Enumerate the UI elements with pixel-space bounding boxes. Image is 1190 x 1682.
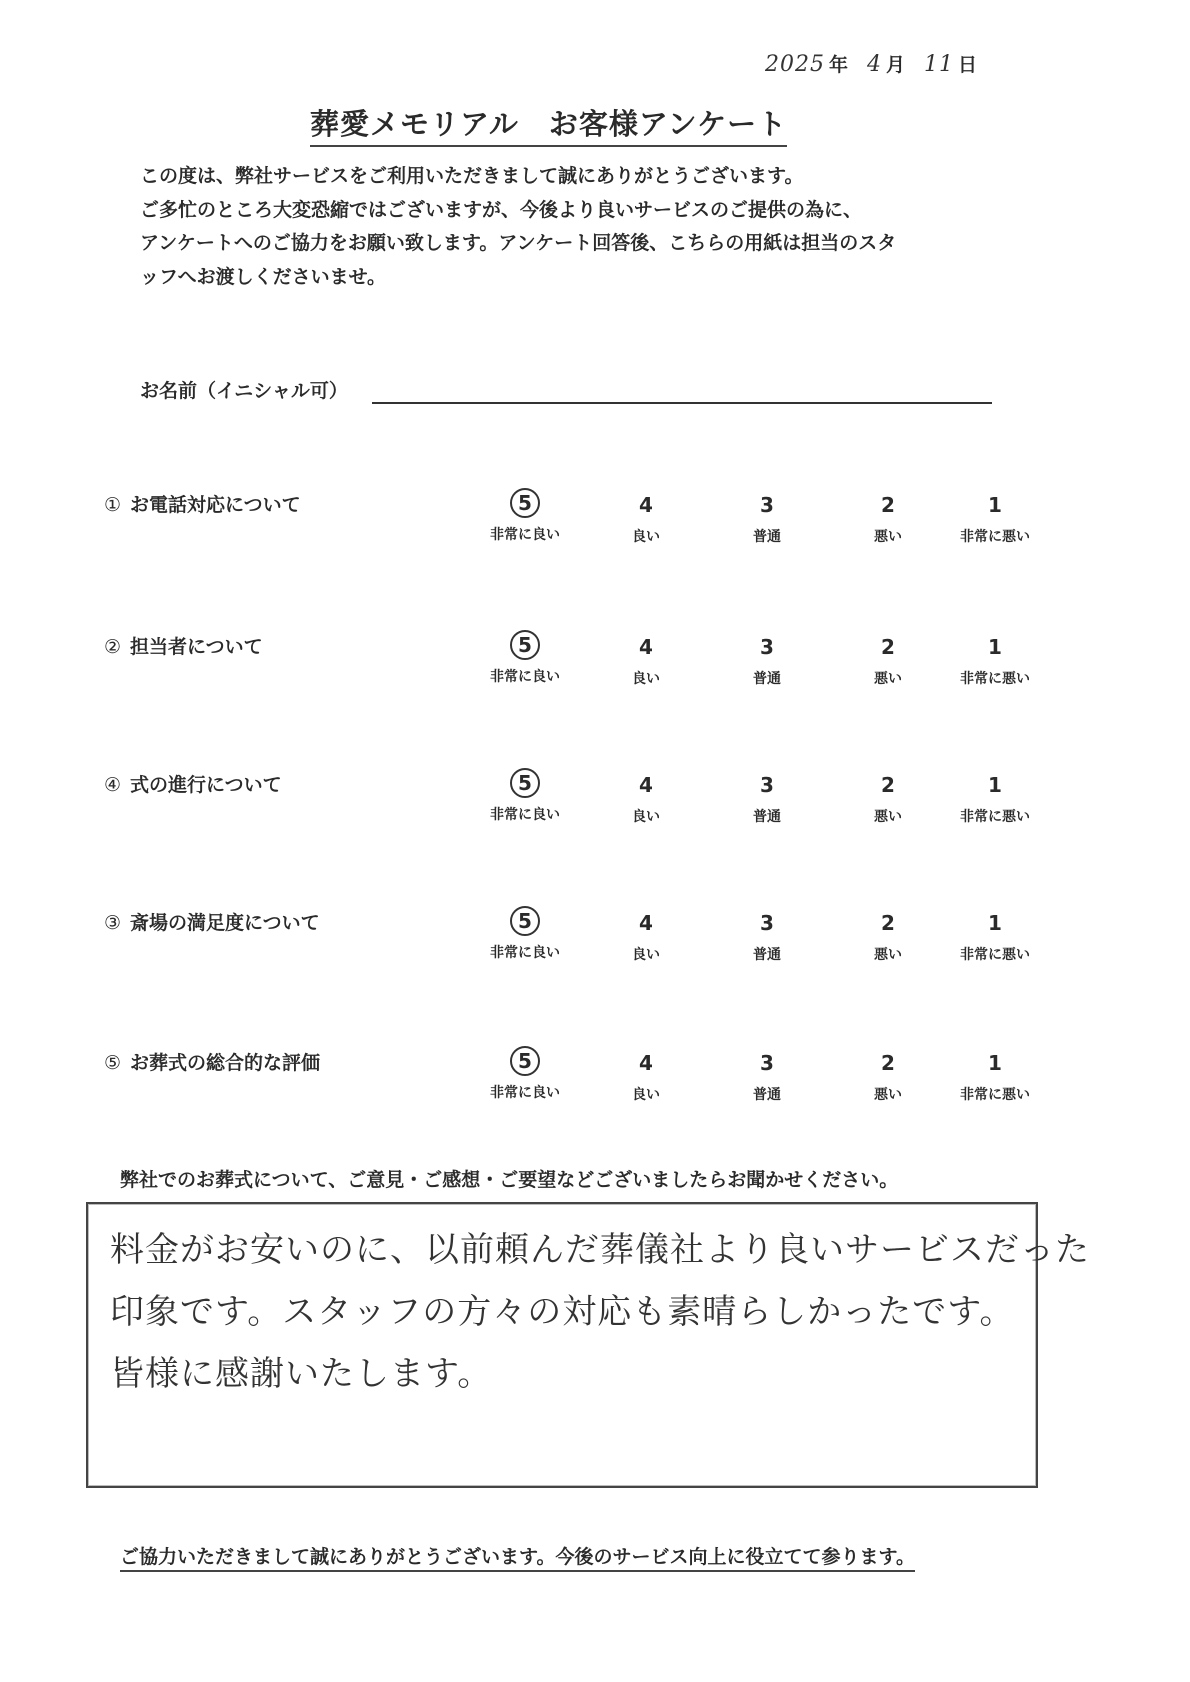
rating-option[interactable]	[940, 490, 1050, 546]
rating-score: 2	[881, 1051, 895, 1075]
rating-description: 良い	[632, 671, 660, 687]
rating-description: 非常に悪い	[960, 947, 1030, 963]
intro-line: ッフへお渡しくださいませ。	[140, 265, 387, 288]
rating-option[interactable]	[470, 908, 580, 962]
rating-description: 普通	[753, 671, 781, 687]
question-label	[104, 908, 320, 935]
date	[765, 50, 989, 77]
rating-option[interactable]	[591, 770, 701, 826]
rating-score: 4	[639, 1051, 653, 1075]
rating-description: 非常に悪い	[960, 809, 1030, 825]
question-text: 斎場の満足度について	[130, 912, 320, 934]
rating-score: 3	[760, 911, 774, 935]
question-number: ①	[104, 494, 122, 516]
rating-option[interactable]	[712, 770, 822, 826]
rating-score: 3	[760, 493, 774, 517]
rating-option[interactable]	[591, 908, 701, 964]
rating-option[interactable]	[940, 770, 1050, 826]
rating-score: 2	[881, 911, 895, 935]
comment-box[interactable]	[86, 1202, 1090, 1488]
rating-option[interactable]	[940, 632, 1050, 688]
rating-option[interactable]	[591, 490, 701, 546]
page-title: 葬愛メモリアル お客様アンケート	[310, 102, 787, 147]
rating-score: 4	[639, 911, 653, 935]
rating-score: 2	[881, 493, 895, 517]
rating-description: 普通	[753, 529, 781, 545]
rating-score: 2	[881, 773, 895, 797]
rating-description: 悪い	[874, 1087, 902, 1103]
name-field[interactable]	[372, 402, 992, 404]
question-number: ④	[104, 774, 122, 796]
question-label	[104, 1048, 320, 1075]
day-unit: 日	[957, 54, 977, 76]
question-label	[104, 770, 282, 797]
rating-option[interactable]	[712, 632, 822, 688]
date-month[interactable]: 4	[866, 52, 882, 77]
rating-description: 悪い	[874, 947, 902, 963]
date-day[interactable]: 11	[923, 52, 954, 77]
rating-option[interactable]	[712, 1048, 822, 1104]
rating-option[interactable]	[833, 632, 943, 688]
rating-option[interactable]	[591, 1048, 701, 1104]
rating-description: 悪い	[874, 529, 902, 545]
rating-description: 非常に良い	[490, 945, 560, 961]
question-row	[104, 908, 1030, 988]
rating-description: 良い	[632, 947, 660, 963]
rating-score: 1	[988, 773, 1002, 797]
question-row	[104, 1048, 1030, 1128]
rating-description: 非常に良い	[490, 807, 560, 823]
intro-line: アンケートへのご協力をお願い致します。アンケート回答後、こちらの用紙は担当のスタ	[140, 232, 897, 254]
rating-score-selected: 5	[510, 488, 540, 518]
rating-option[interactable]	[833, 908, 943, 964]
rating-score: 1	[988, 1051, 1002, 1075]
rating-option[interactable]	[940, 908, 1050, 964]
rating-option[interactable]	[712, 908, 822, 964]
question-label	[104, 490, 301, 517]
month-unit: 月	[885, 54, 905, 76]
rating-score: 2	[881, 635, 895, 659]
name-label: お名前（イニシャル可）	[140, 380, 348, 402]
rating-description: 悪い	[874, 671, 902, 687]
rating-description: 悪い	[874, 809, 902, 825]
rating-score-selected: 5	[510, 768, 540, 798]
question-row	[104, 770, 1030, 850]
question-number: ⑤	[104, 1052, 122, 1074]
rating-description: 普通	[753, 1087, 781, 1103]
rating-score: 1	[988, 635, 1002, 659]
rating-option[interactable]	[833, 490, 943, 546]
footer-message: ご協力いただきまして誠にありがとうございます。今後のサービス向上に役立てて参ります。	[120, 1542, 915, 1572]
date-year[interactable]: 2025	[765, 52, 825, 77]
rating-option[interactable]	[591, 632, 701, 688]
rating-description: 非常に悪い	[960, 671, 1030, 687]
rating-score-selected: 5	[510, 630, 540, 660]
rating-description: 良い	[632, 1087, 660, 1103]
intro-line: この度は、弊社サービスをご利用いただきまして誠にありがとうございます。	[140, 165, 804, 187]
rating-score: 4	[639, 635, 653, 659]
rating-description: 非常に悪い	[960, 529, 1030, 545]
comments-prompt: 弊社でのお葬式について、ご意見・ご感想・ご要望などございましたらお聞かせください。	[120, 1169, 899, 1191]
rating-description: 非常に良い	[490, 669, 560, 685]
question-text: 式の進行について	[130, 774, 282, 796]
comment-line: 料金がお安いのに、以前頼んだ葬儀社より良いサービスだった	[110, 1230, 1090, 1270]
question-row	[104, 490, 1030, 570]
year-unit: 年	[829, 54, 849, 76]
rating-description: 良い	[632, 809, 660, 825]
question-number: ②	[104, 636, 122, 658]
rating-score: 4	[639, 773, 653, 797]
intro-line: ご多忙のところ大変恐縮ではございますが、今後より良いサービスのご提供の為に、	[140, 198, 863, 221]
rating-score: 1	[988, 911, 1002, 935]
rating-option[interactable]	[470, 490, 580, 544]
rating-option[interactable]	[470, 632, 580, 686]
rating-option[interactable]	[712, 490, 822, 546]
rating-option[interactable]	[940, 1048, 1050, 1104]
rating-description: 普通	[753, 947, 781, 963]
rating-score: 3	[760, 1051, 774, 1075]
rating-score-selected: 5	[510, 906, 540, 936]
question-row	[104, 632, 1030, 712]
rating-score: 4	[639, 493, 653, 517]
intro-text	[140, 160, 1020, 294]
rating-score: 1	[988, 493, 1002, 517]
rating-score: 3	[760, 635, 774, 659]
comment-line: 皆様に感謝いたします。	[110, 1354, 493, 1394]
rating-option[interactable]	[833, 770, 943, 826]
rating-option[interactable]	[470, 770, 580, 824]
rating-description: 良い	[632, 529, 660, 545]
rating-option[interactable]	[833, 1048, 943, 1104]
question-text: お電話対応について	[130, 494, 301, 516]
rating-score-selected: 5	[510, 1046, 540, 1076]
rating-description: 非常に良い	[490, 1085, 560, 1101]
rating-description: 普通	[753, 809, 781, 825]
question-text: お葬式の総合的な評価	[130, 1052, 321, 1074]
question-number: ③	[104, 912, 122, 934]
question-label	[104, 632, 263, 659]
rating-option[interactable]	[470, 1048, 580, 1102]
rating-description: 非常に悪い	[960, 1087, 1030, 1103]
rating-score: 3	[760, 773, 774, 797]
comment-line: 印象です。スタッフの方々の対応も素晴らしかったです。	[110, 1292, 1015, 1332]
question-text: 担当者について	[130, 636, 263, 658]
rating-description: 非常に良い	[490, 527, 560, 543]
